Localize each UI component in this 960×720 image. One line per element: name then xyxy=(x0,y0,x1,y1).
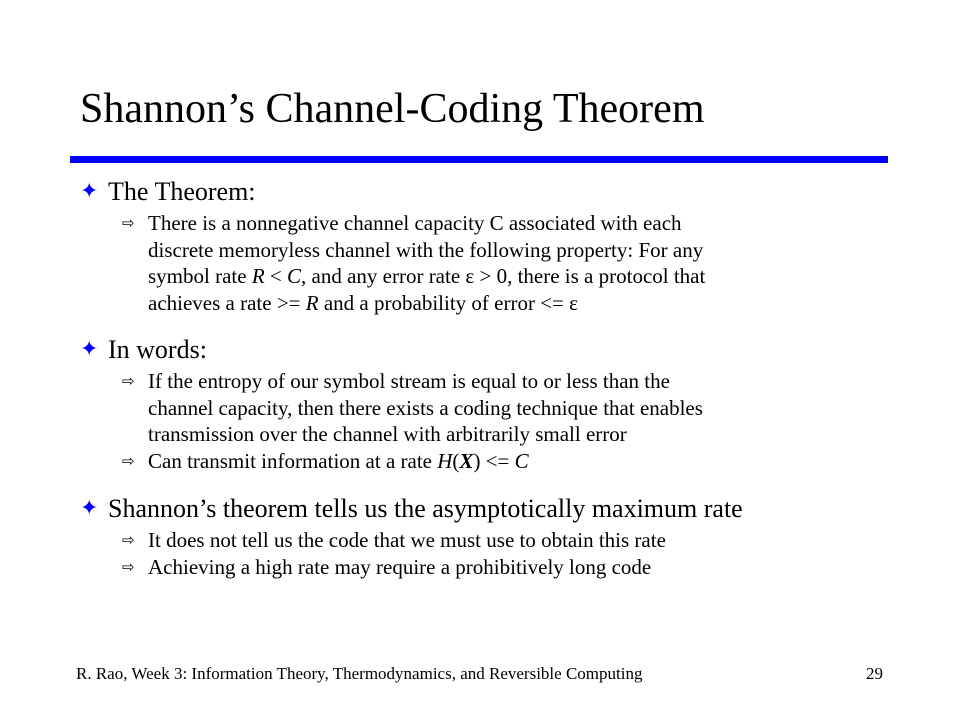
slide-content xyxy=(80,176,920,580)
four-point-star-icon: ✦ xyxy=(80,179,99,204)
sub-list-in-words xyxy=(122,368,920,474)
sub-list-theorem xyxy=(122,210,920,316)
hollow-arrow-icon: ⇨ xyxy=(122,557,135,576)
hollow-arrow-icon: ⇨ xyxy=(122,451,135,470)
slide-footer: R. Rao, Week 3: Information Theory, Thermodynamics, and Reversible Computing xyxy=(76,664,643,683)
sub-bullet-line: There is a nonnegative channel capacity C associated with each xyxy=(148,211,682,235)
bullet-text: Shannon’s theorem tells us the asymptotically maximum rate xyxy=(108,494,743,523)
sub-bullet-line: It does not tell us the code that we must use to obtain this rate xyxy=(148,528,666,552)
bullet-the-theorem xyxy=(80,176,920,208)
four-point-star-icon: ✦ xyxy=(80,496,99,521)
bullet-text: In words: xyxy=(108,335,207,364)
sub-list-asymptotic xyxy=(122,527,920,580)
sub-bullet-line: achieves a rate >= R and a probability of error <= ε xyxy=(148,290,578,315)
sub-bullet-rate xyxy=(122,448,920,475)
sub-bullet-line: Achieving a high rate may require a prohibitively long code xyxy=(148,554,652,579)
bullet-text: The Theorem: xyxy=(108,177,256,206)
four-point-star-icon: ✦ xyxy=(80,337,99,362)
sub-bullet-line: transmission over the channel with arbitrarily small error xyxy=(148,422,627,446)
sub-bullet-line: discrete memoryless channel with the following property: For any xyxy=(148,237,704,262)
sub-bullet-line: Can transmit information at a rate H(X) <= C xyxy=(148,448,529,473)
slide-title: Shannon’s Channel-Coding Theorem xyxy=(80,86,705,132)
hollow-arrow-icon: ⇨ xyxy=(122,214,135,232)
title-underline xyxy=(70,156,888,163)
hollow-arrow-icon: ⇨ xyxy=(122,531,135,549)
sub-bullet-capacity-definition xyxy=(122,210,920,316)
sub-bullet-no-code xyxy=(122,527,920,554)
sub-bullet-line: If the entropy of our symbol stream is equal to or less than the xyxy=(148,369,670,393)
hollow-arrow-icon: ⇨ xyxy=(122,372,135,390)
sub-bullet-line: symbol rate R < C, and any error rate ε > 0, there is a protocol that xyxy=(148,264,706,288)
sub-bullet-long-code xyxy=(122,554,920,581)
bullet-asymptotic-rate xyxy=(80,493,920,525)
page-number: 29 xyxy=(866,664,883,683)
sub-bullet-line: channel capacity, then there exists a coding technique that enables xyxy=(148,395,703,420)
bullet-in-words xyxy=(80,334,920,366)
sub-bullet-entropy xyxy=(122,368,920,448)
